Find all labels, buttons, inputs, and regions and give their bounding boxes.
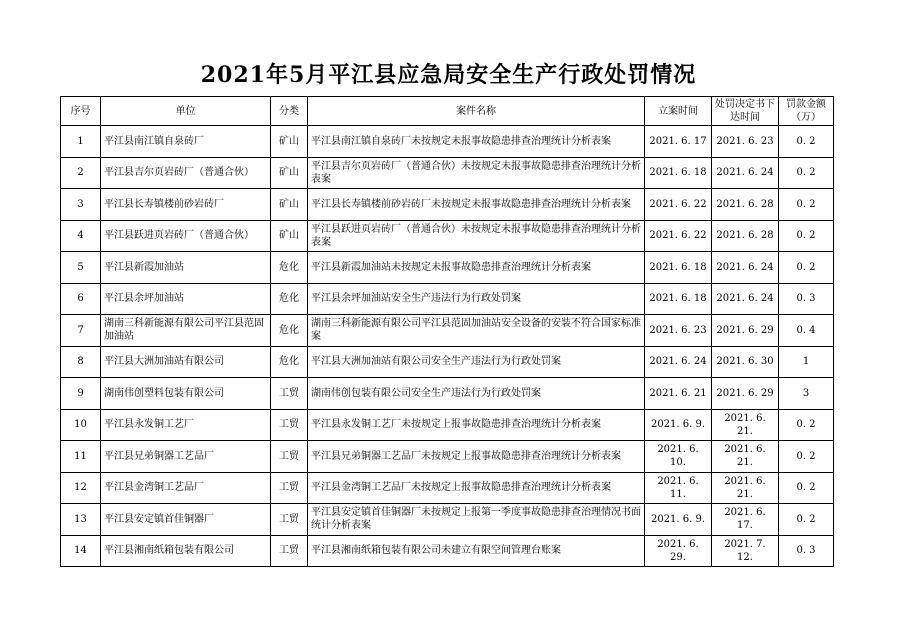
- cell-category: 工贸: [271, 378, 308, 410]
- cell-filed: 2021. 6. 17: [645, 126, 712, 158]
- cell-category: 危化: [271, 252, 308, 284]
- cell-case-name: 平江县吉尔页岩砖厂（普通合伙）未按规定未报事故隐患排查治理统计分析表案: [308, 157, 645, 189]
- cell-case-name: 平江县跃进页岩砖厂（普通合伙）未按规定未报事故隐患排查治理统计分析表案: [308, 220, 645, 252]
- cell-no: 11: [61, 441, 101, 473]
- header-filed: 立案时间: [645, 97, 712, 126]
- cell-decision: 2021. 6. 24: [712, 283, 779, 315]
- table-row: [61, 378, 834, 410]
- cell-case-name: 平江县余坪加油站安全生产违法行为行政处罚案: [308, 283, 645, 315]
- cell-fine: 0. 2: [779, 220, 834, 252]
- table-row: [61, 220, 834, 252]
- cell-filed: 2021. 6. 24: [645, 346, 712, 378]
- cell-filed: 2021. 6. 29.: [645, 535, 712, 567]
- cell-decision: 2021. 6. 17.: [712, 504, 779, 536]
- cell-unit: 平江县兄弟铜器工艺品厂: [101, 441, 271, 473]
- cell-fine: 0. 4: [779, 315, 834, 347]
- cell-decision: 2021. 6. 24: [712, 252, 779, 284]
- table-row: [61, 283, 834, 315]
- table-row: [61, 346, 834, 378]
- cell-category: 矿山: [271, 126, 308, 158]
- cell-filed: 2021. 6. 11.: [645, 472, 712, 504]
- header-category: 分类: [271, 97, 308, 126]
- cell-fine: 0. 2: [779, 504, 834, 536]
- cell-decision: 2021. 6. 21.: [712, 472, 779, 504]
- cell-category: 工贸: [271, 441, 308, 473]
- cell-no: 8: [61, 346, 101, 378]
- cell-no: 3: [61, 189, 101, 221]
- cell-no: 6: [61, 283, 101, 315]
- penalty-table: [60, 96, 834, 567]
- cell-no: 5: [61, 252, 101, 284]
- cell-unit: 平江县南江镇自泉砖厂: [101, 126, 271, 158]
- cell-fine: 0. 3: [779, 535, 834, 567]
- cell-no: 2: [61, 157, 101, 189]
- cell-fine: 0. 2: [779, 126, 834, 158]
- cell-category: 危化: [271, 346, 308, 378]
- cell-category: 矿山: [271, 157, 308, 189]
- cell-unit: 平江县吉尔页岩砖厂（普通合伙）: [101, 157, 271, 189]
- cell-case-name: 平江县安定镇首佳铜器厂未按规定上报第一季度事故隐患排查治理情况书面统计分析表案: [308, 504, 645, 536]
- header-case-name: 案件名称: [308, 97, 645, 126]
- cell-unit: 平江县大洲加油站有限公司: [101, 346, 271, 378]
- cell-decision: 2021. 6. 21.: [712, 441, 779, 473]
- cell-case-name: 平江县新霞加油站未按规定未报事故隐患排查治理统计分析表案: [308, 252, 645, 284]
- cell-decision: 2021. 6. 28: [712, 220, 779, 252]
- cell-no: 1: [61, 126, 101, 158]
- cell-case-name: 平江县南江镇自泉砖厂未按规定未报事故隐患排查治理统计分析表案: [308, 126, 645, 158]
- cell-case-name: 平江县永发铜工艺厂未按规定上报事故隐患排查治理统计分析表案: [308, 409, 645, 441]
- cell-category: 矿山: [271, 189, 308, 221]
- cell-fine: 1: [779, 346, 834, 378]
- cell-no: 10: [61, 409, 101, 441]
- cell-decision: 2021. 6. 23: [712, 126, 779, 158]
- cell-no: 14: [61, 535, 101, 567]
- cell-fine: 0. 2: [779, 441, 834, 473]
- cell-no: 4: [61, 220, 101, 252]
- cell-case-name: 平江县湘南纸箱包装有限公司未建立有限空间管理台账案: [308, 535, 645, 567]
- cell-case-name: 平江县长寿镇楼前砂岩砖厂未按规定未报事故隐患排查治理统计分析表案: [308, 189, 645, 221]
- cell-fine: 0. 2: [779, 409, 834, 441]
- cell-unit: 平江县金湾铜工艺品厂: [101, 472, 271, 504]
- cell-filed: 2021. 6. 9.: [645, 409, 712, 441]
- table-row: [61, 189, 834, 221]
- cell-case-name: 平江县兄弟铜器工艺品厂未按规定上报事故隐患排查治理统计分析表案: [308, 441, 645, 473]
- cell-filed: 2021. 6. 10.: [645, 441, 712, 473]
- cell-decision: 2021. 6. 29: [712, 315, 779, 347]
- cell-filed: 2021. 6. 18: [645, 157, 712, 189]
- cell-unit: 湖南伟创塑料包装有限公司: [101, 378, 271, 410]
- table-header-row: [61, 97, 834, 126]
- cell-filed: 2021. 6. 18: [645, 252, 712, 284]
- cell-no: 13: [61, 504, 101, 536]
- table-row: [61, 535, 834, 567]
- cell-unit: 平江县长寿镇楼前砂岩砖厂: [101, 189, 271, 221]
- header-no: 序号: [61, 97, 101, 126]
- cell-case-name: 湖南伟创包装有限公司安全生产违法行为行政处罚案: [308, 378, 645, 410]
- cell-case-name: 湖南三科新能源有限公司平江县范固加油站安全设备的安装不符合国家标准案: [308, 315, 645, 347]
- table-row: [61, 504, 834, 536]
- cell-filed: 2021. 6. 9.: [645, 504, 712, 536]
- cell-decision: 2021. 6. 30: [712, 346, 779, 378]
- cell-fine: 0. 2: [779, 252, 834, 284]
- cell-fine: 3: [779, 378, 834, 410]
- header-fine: 罚款金额（万）: [779, 97, 834, 126]
- cell-decision: 2021. 6. 24: [712, 157, 779, 189]
- cell-fine: 0. 2: [779, 189, 834, 221]
- header-unit: 单位: [101, 97, 271, 126]
- cell-fine: 0. 3: [779, 283, 834, 315]
- table-row: [61, 441, 834, 473]
- table-row: [61, 315, 834, 347]
- cell-filed: 2021. 6. 22: [645, 189, 712, 221]
- cell-category: 工贸: [271, 472, 308, 504]
- cell-category: 危化: [271, 283, 308, 315]
- cell-unit: 平江县永发铜工艺厂: [101, 409, 271, 441]
- cell-unit: 湖南三科新能源有限公司平江县范固加油站: [101, 315, 271, 347]
- table-row: [61, 157, 834, 189]
- cell-unit: 平江县跃进页岩砖厂（普通合伙）: [101, 220, 271, 252]
- cell-fine: 0. 2: [779, 157, 834, 189]
- cell-fine: 0. 2: [779, 472, 834, 504]
- cell-filed: 2021. 6. 18: [645, 283, 712, 315]
- table-row: [61, 472, 834, 504]
- cell-no: 12: [61, 472, 101, 504]
- cell-no: 9: [61, 378, 101, 410]
- header-decision: 处罚决定书下达时间: [712, 97, 779, 126]
- table-row: [61, 252, 834, 284]
- table-row: [61, 409, 834, 441]
- cell-category: 危化: [271, 315, 308, 347]
- cell-category: 工贸: [271, 409, 308, 441]
- cell-decision: 2021. 6. 29: [712, 378, 779, 410]
- cell-category: 矿山: [271, 220, 308, 252]
- cell-category: 工贸: [271, 504, 308, 536]
- cell-filed: 2021. 6. 21: [645, 378, 712, 410]
- cell-unit: 平江县湘南纸箱包装有限公司: [101, 535, 271, 567]
- cell-case-name: 平江县金湾铜工艺品厂未按规定上报事故隐患排查治理统计分析表案: [308, 472, 645, 504]
- cell-unit: 平江县余坪加油站: [101, 283, 271, 315]
- cell-category: 工贸: [271, 535, 308, 567]
- cell-case-name: 平江县大洲加油站有限公司安全生产违法行为行政处罚案: [308, 346, 645, 378]
- cell-unit: 平江县新霞加油站: [101, 252, 271, 284]
- cell-decision: 2021. 6. 21.: [712, 409, 779, 441]
- cell-decision: 2021. 7. 12.: [712, 535, 779, 567]
- page-title: 2021年5月平江县应急局安全生产行政处罚情况: [200, 62, 697, 88]
- cell-filed: 2021. 6. 22: [645, 220, 712, 252]
- cell-filed: 2021. 6. 23: [645, 315, 712, 347]
- cell-unit: 平江县安定镇首佳铜器厂: [101, 504, 271, 536]
- table-row: [61, 126, 834, 158]
- cell-decision: 2021. 6. 28: [712, 189, 779, 221]
- cell-no: 7: [61, 315, 101, 347]
